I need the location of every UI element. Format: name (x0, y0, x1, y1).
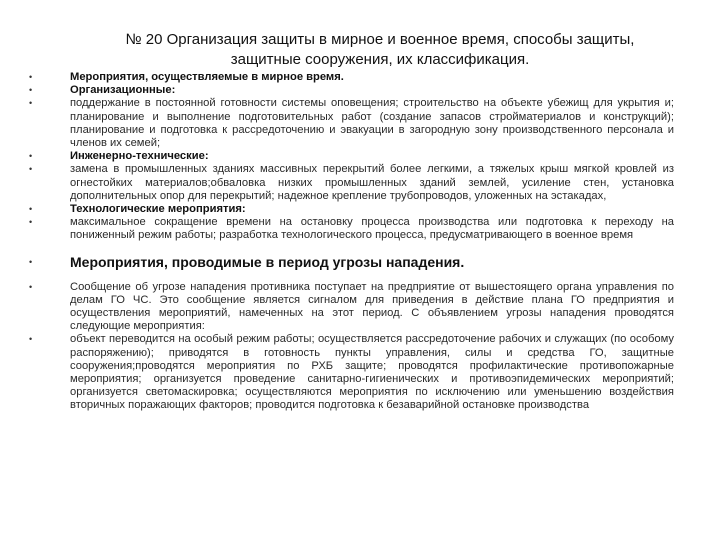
bullet-icon: • (29, 217, 33, 228)
bullet-icon: • (29, 98, 33, 109)
list-item (0, 71, 720, 84)
list-item (0, 163, 720, 203)
slide-title-line-2: защитные сооружения, их классификация. (230, 51, 530, 68)
list-item (0, 254, 720, 271)
bullet-icon: • (29, 164, 33, 175)
bullet-icon: • (29, 334, 33, 345)
list-item-text: объект переводится на особый режим работы; осуществляется рассредоточение рабочих и служащих (по особому распоряжению); приводятся в готовность пункты управления, силы и средства ГО, защитные сооружения;проводятся мероприятия по РХБ защите; проводятся профилактические противопожарные мероприятия; организуется проведение санитарно-гигиенических и противоэпидемических мероприятий; организуется светомаскировка; осуществляются мероприятия по исключению или уменьшению воздействия вторичных поражающих факторов; проводится подготовка к безаварийной остановке производства (70, 333, 674, 412)
list-item (0, 333, 720, 412)
slide-title-line-1: № 20 Организация защиты в мирное и военное время, способы защиты, (125, 31, 635, 48)
slide-title (60, 30, 700, 70)
list-item-text: максимальное сокращение времени на остановку процесса производства или подготовка к переходу на пониженный режим работы; разработка технологического процесса, предусматривающего в военное время (70, 216, 674, 242)
list-item (0, 203, 720, 216)
bullet-icon: • (29, 72, 33, 82)
bullet-list (0, 71, 720, 413)
list-item (0, 84, 720, 97)
list-item (0, 216, 720, 242)
bullet-icon: • (29, 85, 33, 96)
subheading-organizational: Организационные: (70, 84, 176, 97)
section-heading-peacetime: Мероприятия, осуществляемые в мирное время. (70, 71, 344, 83)
list-item (0, 97, 720, 150)
list-item-text: Сообщение об угрозе нападения противника поступает на предприятие от вышестоящего органа управления по делам ГО ЧС. Это сообщение является сигналом для приведения в действие плана ГО предприятия и осуществления мероприятий, намеченных на этот период. С объявлением угрозы нападения проводятся следующие мероприятия: (70, 280, 674, 333)
bullet-icon: • (29, 281, 33, 292)
subheading-technological: Технологические мероприятия: (70, 203, 246, 216)
list-item-text: поддержание в постоянной готовности системы оповещения; строительство на объекте убежищ для укрытия и; планирование и выполнение подготовительных работ (создание запасов стройматериалов и конструкций); планирование и подготовка к рассредоточению и эвакуации в загородную зону производственного персонала и членов их семей; (70, 97, 674, 150)
section-heading-threat-period: Мероприятия, проводимые в период угрозы нападения. (70, 253, 465, 270)
bullet-icon: • (29, 256, 33, 267)
bullet-icon: • (29, 204, 33, 215)
list-item-text: замена в промышленных зданиях массивных перекрытий более легкими, а тяжелых крыш мягкой кровлей из огнестойких материалов;обваловка низких промышленных зданий землей, усиление стен, установка дополнительных опор для перекрытий; надежное крепление трубопроводов, уложенных на эстакадах, (70, 163, 674, 202)
subheading-engineering: Инженерно-технические: (70, 150, 209, 163)
list-item (0, 150, 720, 163)
bullet-icon: • (29, 151, 33, 162)
list-item (0, 281, 720, 334)
